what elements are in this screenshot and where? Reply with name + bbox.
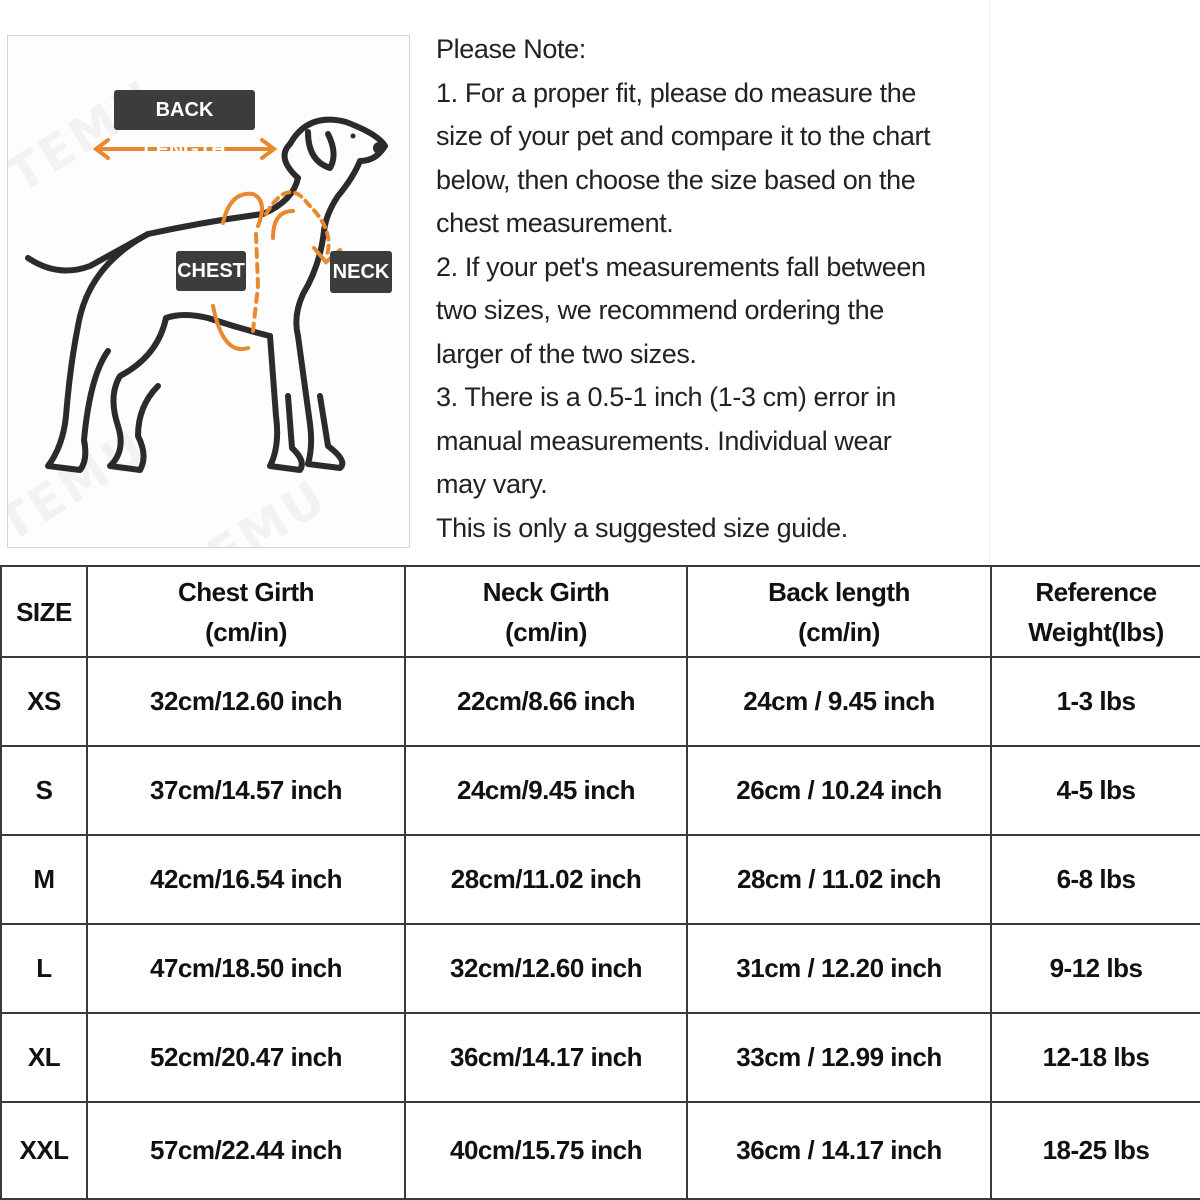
table-row: [1, 924, 1200, 1013]
dog-ear: [308, 132, 334, 168]
header-reference-weight: [991, 566, 1200, 657]
dog-measurement-illustration: [7, 35, 410, 548]
table-row: [1, 1013, 1200, 1102]
cell-back-length: 36cm / 14.17 inch: [687, 1102, 991, 1199]
cell-reference-weight: 9-12 lbs: [991, 924, 1200, 1013]
cell-reference-weight: 18-25 lbs: [991, 1102, 1200, 1199]
cell-size: L: [1, 924, 87, 1013]
header-text: Chest Girth: [177, 576, 315, 607]
cell-size: XL: [1, 1013, 87, 1102]
note-line: two sizes, we recommend ordering the: [436, 295, 884, 325]
cell-back-length: 31cm / 12.20 inch: [687, 924, 991, 1013]
note-line: larger of the two sizes.: [436, 338, 697, 369]
cell-reference-weight: 6-8 lbs: [991, 835, 1200, 924]
divider: [989, 0, 990, 563]
cell-chest-girth: 32cm/12.60 inch: [87, 657, 405, 746]
table-row: [1, 1102, 1200, 1199]
cell-chest-girth: 47cm/18.50 inch: [87, 924, 405, 1013]
dog-front-leg: [298, 336, 342, 468]
dog-head: [290, 120, 385, 231]
header-text: (cm/in): [505, 616, 587, 647]
cell-reference-weight: 4-5 lbs: [991, 746, 1200, 835]
chest-label: CHEST: [176, 251, 246, 291]
table-row: [1, 835, 1200, 924]
header-text: Neck Girth: [482, 576, 610, 607]
cell-neck-girth: 28cm/11.02 inch: [405, 835, 687, 924]
dog-eye: [351, 134, 356, 139]
cell-neck-girth: 24cm/9.45 inch: [405, 746, 687, 835]
note-line: may vary.: [436, 469, 548, 499]
dog-tail: [28, 234, 148, 271]
note-line: 1. For a proper fit, please do measure the: [436, 77, 916, 108]
cell-back-length: 33cm / 12.99 inch: [687, 1013, 991, 1102]
note-line: 2. If your pet's measurements fall between: [436, 251, 926, 282]
cell-neck-girth: 40cm/15.75 inch: [405, 1102, 687, 1199]
note-line: This is only a suggested size guide.: [436, 512, 848, 543]
note-line: 3. There is a 0.5-1 inch (1-3 cm) error in: [436, 382, 896, 412]
header-text: Weight(lbs): [1028, 616, 1164, 647]
cell-chest-girth: 52cm/20.47 inch: [87, 1013, 405, 1102]
cell-back-length: 28cm / 11.02 inch: [687, 835, 991, 924]
back-length-label: BACK LENGTH: [114, 90, 255, 130]
size-chart-table: [0, 565, 1200, 1200]
header-text: SIZE: [16, 596, 72, 627]
note-heading: Please Note:: [436, 34, 586, 64]
cell-chest-girth: 42cm/16.54 inch: [87, 835, 405, 924]
header-size: [1, 566, 87, 657]
cell-neck-girth: 36cm/14.17 inch: [405, 1013, 687, 1102]
table-header-row: [1, 566, 1200, 657]
header-text: Reference: [1035, 576, 1157, 607]
cell-size: M: [1, 835, 87, 924]
note-line: chest measurement.: [436, 208, 674, 238]
cell-size: XS: [1, 657, 87, 746]
table-row: [1, 657, 1200, 746]
header-neck-girth: [405, 566, 687, 657]
header-back-length: [687, 566, 991, 657]
cell-back-length: 26cm / 10.24 inch: [687, 746, 991, 835]
dog-nose: [373, 142, 385, 154]
cell-size: XXL: [1, 1102, 87, 1199]
note-line: size of your pet and compare it to the chart: [436, 121, 931, 151]
note-line: manual measurements. Individual wear: [436, 425, 892, 456]
header-chest-girth: [87, 566, 405, 657]
header-text: (cm/in): [798, 616, 880, 647]
size-note: [436, 28, 984, 550]
neck-label: NECK: [330, 251, 392, 293]
dog-chest-line: [296, 231, 324, 336]
cell-chest-girth: 37cm/14.57 inch: [87, 746, 405, 835]
cell-chest-girth: 57cm/22.44 inch: [87, 1102, 405, 1199]
cell-reference-weight: 12-18 lbs: [991, 1013, 1200, 1102]
header-text: (cm/in): [205, 616, 287, 647]
cell-back-length: 24cm / 9.45 inch: [687, 657, 991, 746]
cell-size: S: [1, 746, 87, 835]
cell-neck-girth: 32cm/12.60 inch: [405, 924, 687, 1013]
header-text: Back length: [768, 576, 910, 607]
table-row: [1, 746, 1200, 835]
note-line: below, then choose the size based on the: [436, 164, 916, 195]
cell-neck-girth: 22cm/8.66 inch: [405, 657, 687, 746]
cell-reference-weight: 1-3 lbs: [991, 657, 1200, 746]
dog-hind-leg: [110, 318, 166, 470]
